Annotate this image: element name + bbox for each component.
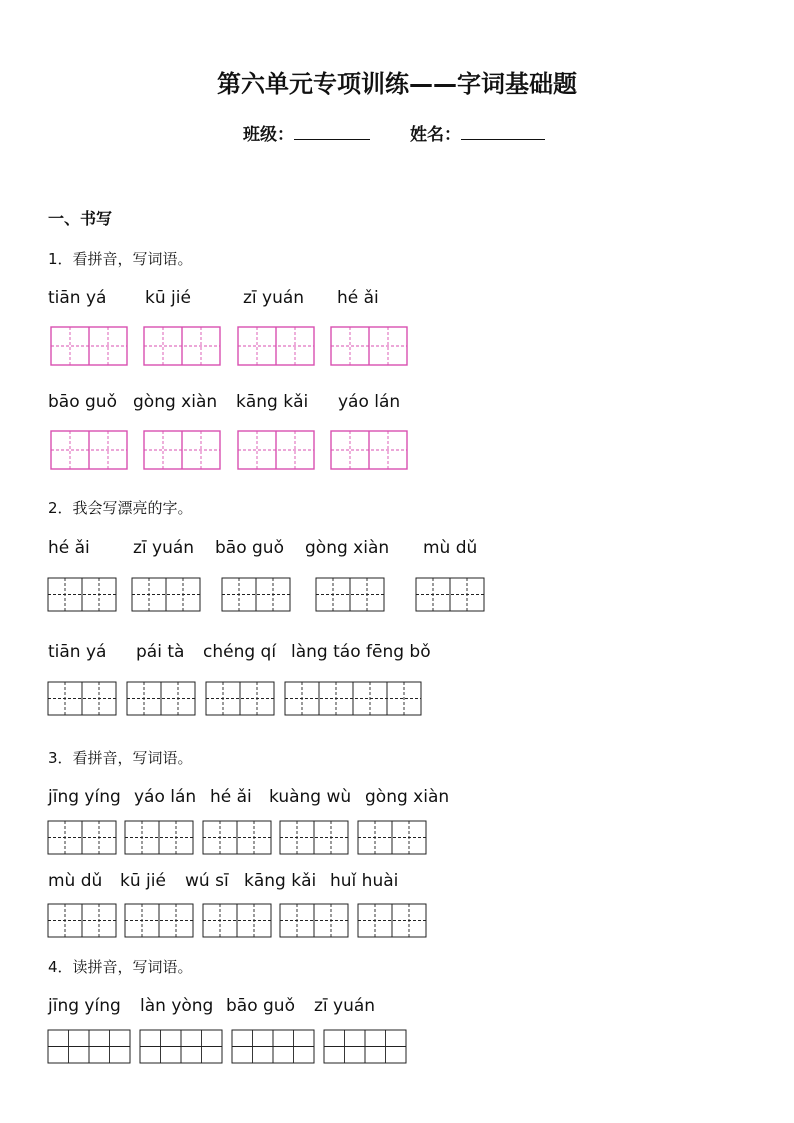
writing-grid[interactable]	[330, 430, 408, 470]
pinyin: chéng qí	[203, 642, 277, 662]
pinyin: jīng yíng	[48, 787, 121, 807]
pinyin: zī yuán	[243, 288, 305, 308]
writing-grid[interactable]	[205, 681, 275, 716]
pinyin: tiān yá	[48, 288, 107, 308]
pinyin: kuàng wù	[269, 787, 352, 807]
pinyin: zī yuán	[133, 538, 195, 558]
q1-prompt: 1．看拼音，写词语。	[48, 250, 193, 268]
pinyin: mù dǔ	[423, 538, 478, 558]
writing-grid[interactable]	[284, 681, 422, 716]
writing-grid[interactable]	[221, 577, 291, 612]
writing-grid[interactable]	[357, 820, 427, 855]
writing-grid[interactable]	[139, 1029, 223, 1064]
pinyin: bāo guǒ	[48, 392, 117, 412]
name-label: 姓名：	[410, 125, 461, 145]
pinyin: làn yòng	[140, 996, 214, 1016]
pinyin: wú sī	[185, 871, 229, 891]
name-field	[410, 120, 545, 145]
pinyin: hé ǎi	[337, 288, 379, 308]
writing-grid[interactable]	[330, 326, 408, 366]
writing-grid[interactable]	[279, 903, 349, 938]
writing-grid[interactable]	[323, 1029, 407, 1064]
pinyin: kū jié	[145, 288, 191, 308]
q3-prompt: 3．看拼音，写词语。	[48, 749, 193, 767]
writing-grid[interactable]	[124, 903, 194, 938]
writing-grid[interactable]	[415, 577, 485, 612]
pinyin: bāo guǒ	[215, 538, 284, 558]
writing-grid[interactable]	[50, 430, 128, 470]
writing-grid[interactable]	[47, 577, 117, 612]
pinyin: zī yuán	[314, 996, 376, 1016]
pinyin: pái tà	[136, 642, 185, 662]
class-field	[243, 120, 370, 145]
pinyin: gòng xiàn	[365, 787, 450, 807]
name-blank[interactable]	[461, 123, 545, 140]
pinyin: hé ǎi	[210, 787, 252, 807]
pinyin: yáo lán	[134, 787, 197, 807]
section-heading: 一、书写	[48, 209, 113, 228]
writing-grid[interactable]	[47, 1029, 131, 1064]
writing-grid[interactable]	[50, 326, 128, 366]
writing-grid[interactable]	[47, 903, 117, 938]
writing-grid[interactable]	[143, 326, 221, 366]
writing-grid[interactable]	[237, 430, 315, 470]
pinyin: hé ǎi	[48, 538, 90, 558]
class-label: 班级：	[243, 125, 294, 145]
writing-grid[interactable]	[279, 820, 349, 855]
pinyin: mù dǔ	[48, 871, 103, 891]
writing-grid[interactable]	[237, 326, 315, 366]
writing-grid[interactable]	[202, 820, 272, 855]
writing-grid[interactable]	[124, 820, 194, 855]
q2-prompt: 2．我会写漂亮的字。	[48, 499, 193, 517]
pinyin: kāng kǎi	[236, 392, 309, 412]
writing-grid[interactable]	[131, 577, 201, 612]
writing-grid[interactable]	[202, 903, 272, 938]
pinyin: bāo guǒ	[226, 996, 295, 1016]
pinyin: làng táo fēng bǒ	[291, 642, 431, 662]
writing-grid[interactable]	[231, 1029, 315, 1064]
writing-grid[interactable]	[357, 903, 427, 938]
pinyin: huǐ huài	[330, 871, 399, 891]
pinyin: gòng xiàn	[305, 538, 390, 558]
pinyin: jīng yíng	[48, 996, 121, 1016]
class-blank[interactable]	[294, 123, 370, 140]
page-title: 第六单元专项训练——字词基础题	[217, 70, 577, 98]
writing-grid[interactable]	[315, 577, 385, 612]
writing-grid[interactable]	[126, 681, 196, 716]
writing-grid[interactable]	[143, 430, 221, 470]
pinyin: yáo lán	[338, 392, 401, 412]
q4-prompt: 4．读拼音，写词语。	[48, 958, 193, 976]
pinyin: gòng xiàn	[133, 392, 218, 412]
pinyin: kū jié	[120, 871, 166, 891]
writing-grid[interactable]	[47, 681, 117, 716]
writing-grid[interactable]	[47, 820, 117, 855]
pinyin: kāng kǎi	[244, 871, 317, 891]
pinyin: tiān yá	[48, 642, 107, 662]
